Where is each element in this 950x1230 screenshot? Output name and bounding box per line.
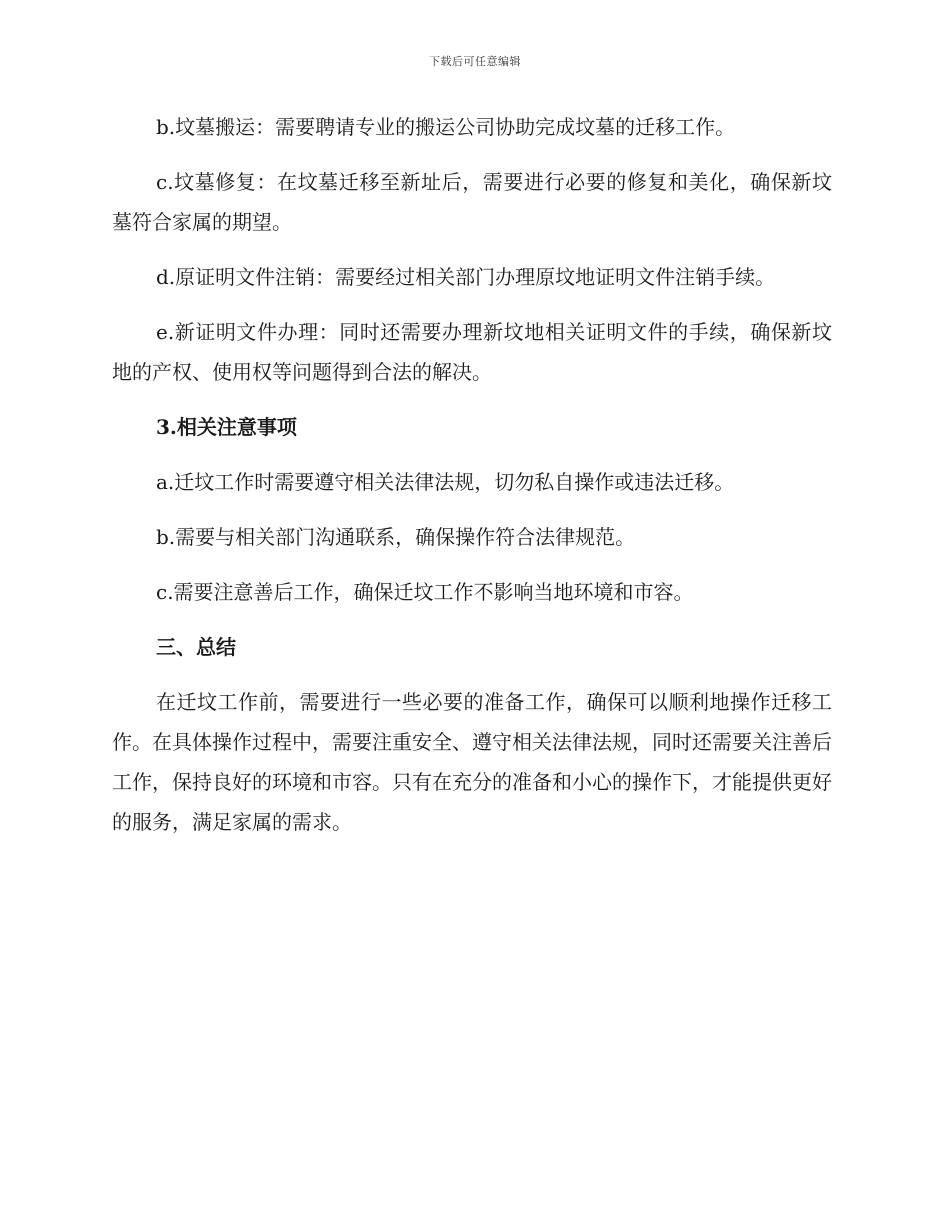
paragraph-new-certificate: e.新证明文件办理：同时还需要办理新坟地相关证明文件的手续，确保新坟地的产权、使用权等问题得到合法的解决。 bbox=[112, 320, 832, 384]
paragraph-summary: 在迁坟工作前，需要进行一些必要的准备工作，确保可以顺利地操作迁移工作。在具体操作过程中，需要注重安全、遵守相关法律法规，同时还需要关注善后工作，保持良好的环境和市容。只有在充分的准备和小心的操作下，才能提供更好的服务，满足家属的需求。 bbox=[112, 690, 832, 834]
paragraph-note-communication: b.需要与相关部门沟通联系，确保操作符合法律规范。 bbox=[156, 525, 636, 549]
paragraph-grave-transport: b.坟墓搬运：需要聘请专业的搬运公司协助完成坟墓的迁移工作。 bbox=[156, 115, 736, 139]
page-header: 下载后可任意编辑 bbox=[429, 55, 521, 68]
subheading-notes: 3.相关注意事项 bbox=[156, 415, 297, 439]
paragraph-old-certificate-cancel: d.原证明文件注销：需要经过相关部门办理原坟地证明文件注销手续。 bbox=[156, 265, 776, 289]
document-body bbox=[112, 107, 832, 857]
paragraph-note-laws: a.迁坟工作时需要遵守相关法律法规，切勿私自操作或违法迁移。 bbox=[156, 470, 735, 494]
section-heading-summary: 三、总结 bbox=[156, 635, 236, 659]
paragraph-grave-repair: c.坟墓修复：在坟墓迁移至新址后，需要进行必要的修复和美化，确保新坟墓符合家属的期望。 bbox=[112, 170, 832, 234]
paragraph-note-aftercare: c.需要注意善后工作，确保迁坟工作不影响当地环境和市容。 bbox=[156, 580, 694, 604]
